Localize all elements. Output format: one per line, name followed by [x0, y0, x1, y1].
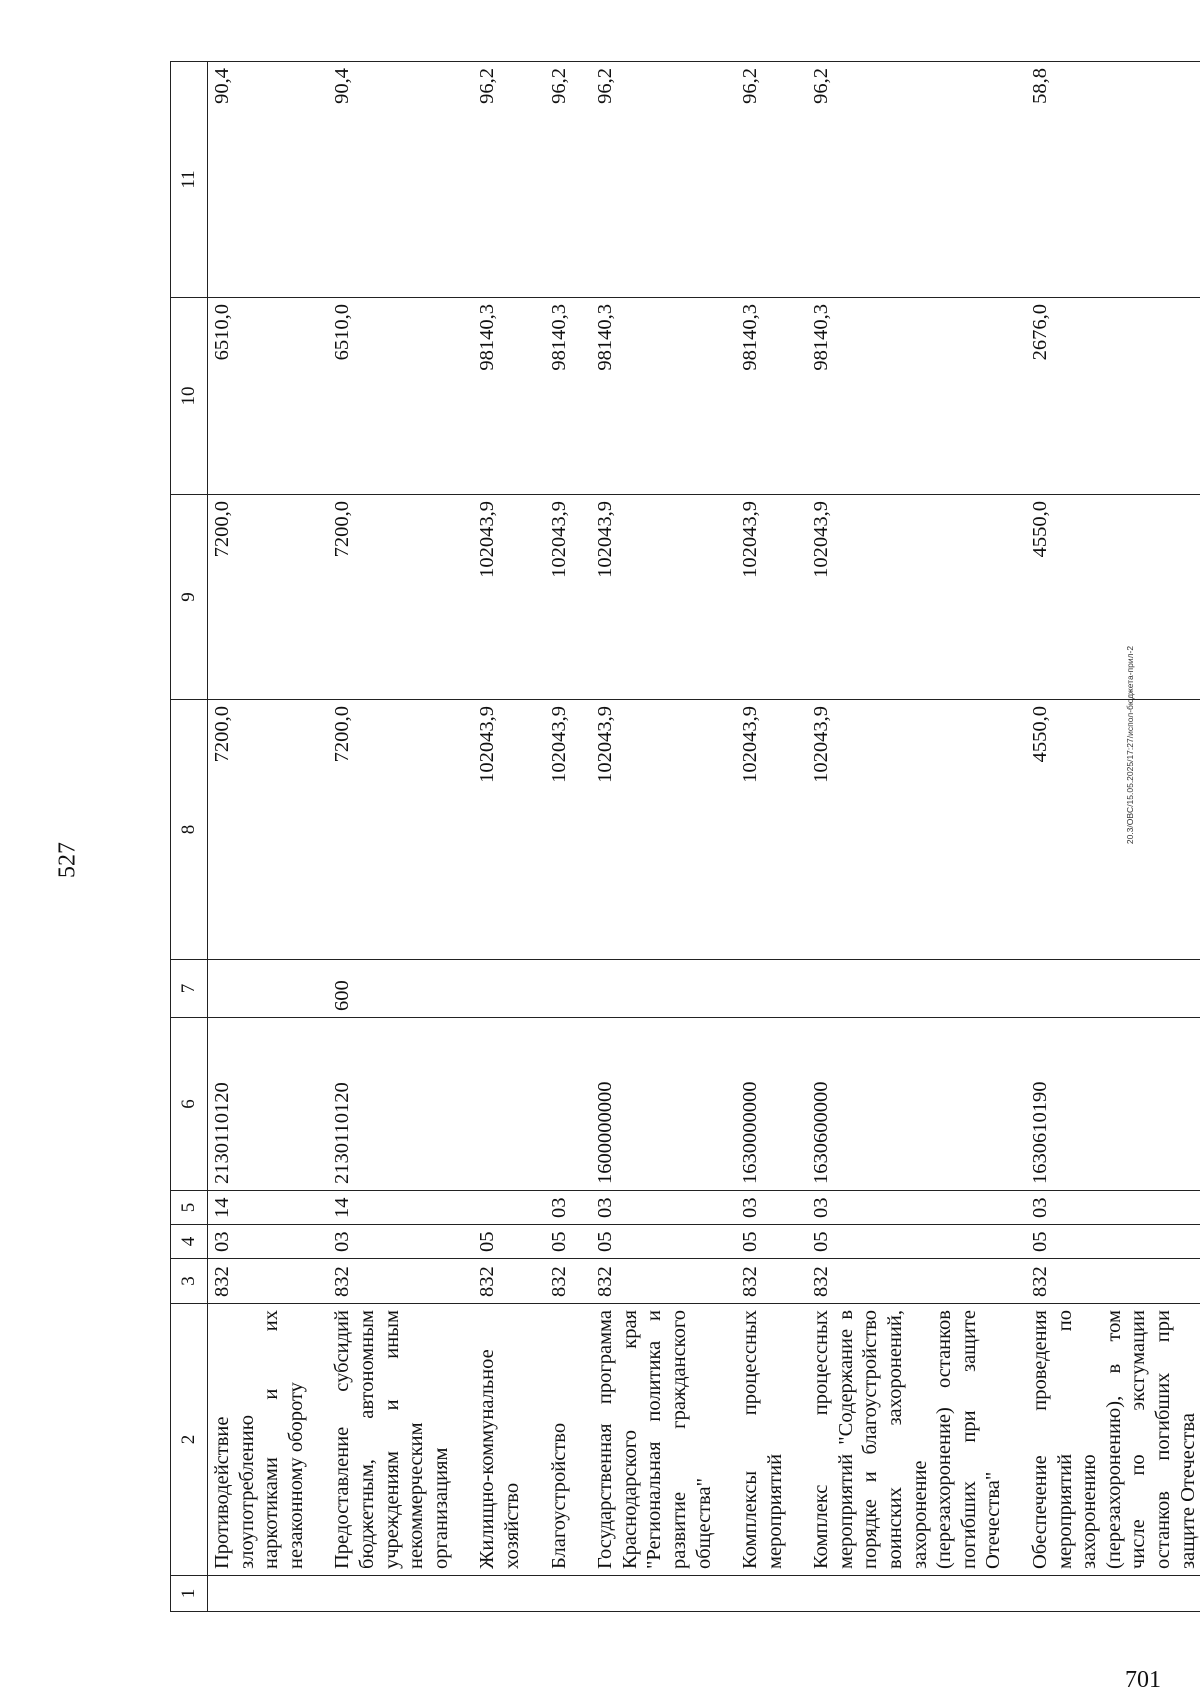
cell-col6: 1630610190 [1026, 1018, 1200, 1191]
cell-col1 [807, 1576, 1026, 1612]
cell-col8: 7200,0 [328, 700, 473, 960]
cell-col4: 05 [545, 1225, 592, 1259]
cell-col5: 03 [591, 1191, 736, 1225]
cell-col5: 14 [208, 1191, 329, 1225]
cell-col7 [208, 960, 329, 1018]
col-header-2: 2 [171, 1304, 208, 1576]
cell-col9: 102043,9 [591, 495, 736, 700]
cell-col6: 1630600000 [807, 1018, 1026, 1191]
cell-col4: 05 [473, 1225, 544, 1259]
col-header-5: 5 [171, 1191, 208, 1225]
cell-col3: 832 [328, 1259, 473, 1304]
cell-col8: 102043,9 [545, 700, 592, 960]
cell-col8: 102043,9 [807, 700, 1026, 960]
cell-col6: 2130110120 [208, 1018, 329, 1191]
cell-col3: 832 [736, 1259, 807, 1304]
row-name: Противодействие злоупотреблению наркотиками и их незаконному обороту [208, 1304, 329, 1576]
cell-col10: 98140,3 [545, 298, 592, 495]
cell-col1 [591, 1576, 736, 1612]
cell-col7 [473, 960, 544, 1018]
cell-col9: 102043,9 [545, 495, 592, 700]
cell-col7 [807, 960, 1026, 1018]
col-header-6: 6 [171, 1018, 208, 1191]
col-header-11: 11 [171, 62, 208, 298]
cell-col7: 600 [328, 960, 473, 1018]
cell-col6 [545, 1018, 592, 1191]
table-row [1026, 62, 1200, 1612]
cell-col10: 98140,3 [807, 298, 1026, 495]
cell-col11: 96,2 [736, 62, 807, 298]
col-header-4: 4 [171, 1225, 208, 1259]
row-name: Государственная программа Краснодарского края "Региональная политика и развитие гражданского общества" [591, 1304, 736, 1576]
col-header-1: 1 [171, 1576, 208, 1612]
cell-col8: 4550,0 [1026, 700, 1200, 960]
page-number: 527 [54, 842, 81, 878]
cell-col8: 102043,9 [473, 700, 544, 960]
row-name: Комплексы процессных мероприятий [736, 1304, 807, 1576]
cell-col1 [736, 1576, 807, 1612]
cell-col5: 03 [807, 1191, 1026, 1225]
cell-col7 [591, 960, 736, 1018]
cell-col11: 90,4 [208, 62, 329, 298]
table-row [473, 62, 544, 1612]
cell-col11: 96,2 [807, 62, 1026, 298]
cell-col9: 4550,0 [1026, 495, 1200, 700]
cell-col10: 6510,0 [328, 298, 473, 495]
cell-col1 [1026, 1576, 1200, 1612]
cell-col3: 832 [208, 1259, 329, 1304]
cell-col7 [545, 960, 592, 1018]
cell-col3: 832 [473, 1259, 544, 1304]
cell-col8: 102043,9 [591, 700, 736, 960]
cell-col11: 96,2 [473, 62, 544, 298]
cell-col10: 98140,3 [736, 298, 807, 495]
cell-col6 [473, 1018, 544, 1191]
cell-col3: 832 [591, 1259, 736, 1304]
cell-col8: 102043,9 [736, 700, 807, 960]
cell-col10: 98140,3 [591, 298, 736, 495]
cell-col9: 7200,0 [208, 495, 329, 700]
cell-col8: 7200,0 [208, 700, 329, 960]
row-name: Жилищно-коммунальное хозяйство [473, 1304, 544, 1576]
cell-col11: 58,8 [1026, 62, 1200, 298]
table-row [591, 62, 736, 1612]
cell-col5: 03 [545, 1191, 592, 1225]
cell-col1 [545, 1576, 592, 1612]
sheet-number: 701 [1125, 1667, 1161, 1693]
table-row [736, 62, 807, 1612]
cell-col6: 1630000000 [736, 1018, 807, 1191]
column-number-row [171, 62, 208, 1612]
budget-table [170, 61, 1200, 1612]
cell-col9: 102043,9 [736, 495, 807, 700]
cell-col9: 102043,9 [473, 495, 544, 700]
cell-col3: 832 [545, 1259, 592, 1304]
cell-col6: 2130110120 [328, 1018, 473, 1191]
col-header-3: 3 [171, 1259, 208, 1304]
table-row [545, 62, 592, 1612]
cell-col4: 05 [1026, 1225, 1200, 1259]
cell-col3: 832 [807, 1259, 1026, 1304]
cell-col5: 03 [736, 1191, 807, 1225]
cell-col1 [473, 1576, 544, 1612]
row-name: Благоустройство [545, 1304, 592, 1576]
cell-col1 [328, 1576, 473, 1612]
col-header-7: 7 [171, 960, 208, 1018]
cell-col4: 05 [591, 1225, 736, 1259]
cell-col11: 90,4 [328, 62, 473, 298]
col-header-8: 8 [171, 700, 208, 960]
row-name: Комплекс процессных мероприятий "Содержание в порядке и благоустройство воинских захоронений, захоронение (перезахоронение) останков погибших при защите Отечества" [807, 1304, 1026, 1576]
cell-col11: 96,2 [545, 62, 592, 298]
table-row [328, 62, 473, 1612]
table-row [807, 62, 1026, 1612]
col-header-9: 9 [171, 495, 208, 700]
row-name: Предоставление субсидий бюджетным, автономным учреждениям и иным некоммерческим организациям [328, 1304, 473, 1576]
cell-col10: 6510,0 [208, 298, 329, 495]
document-footer-code: 20.3/OBC/15.05.2025/17:27/испол-бюджета-прил-2 [1125, 645, 1135, 845]
table-row [208, 62, 329, 1612]
cell-col9: 102043,9 [807, 495, 1026, 700]
col-header-10: 10 [171, 298, 208, 495]
cell-col10: 2676,0 [1026, 298, 1200, 495]
cell-col9: 7200,0 [328, 495, 473, 700]
cell-col6: 1600000000 [591, 1018, 736, 1191]
cell-col4: 03 [328, 1225, 473, 1259]
cell-col4: 05 [736, 1225, 807, 1259]
cell-col4: 05 [807, 1225, 1026, 1259]
cell-col7 [1026, 960, 1200, 1018]
cell-col4: 03 [208, 1225, 329, 1259]
row-name: Обеспечение проведения мероприятий по захоронению (перезахоронению), в том числе по эксгумации останков погибших при защите Отечества [1026, 1304, 1200, 1576]
cell-col10: 98140,3 [473, 298, 544, 495]
cell-col5: 03 [1026, 1191, 1200, 1225]
cell-col3: 832 [1026, 1259, 1200, 1304]
cell-col1 [208, 1576, 329, 1612]
cell-col5: 14 [328, 1191, 473, 1225]
cell-col7 [736, 960, 807, 1018]
cell-col11: 96,2 [591, 62, 736, 298]
cell-col5 [473, 1191, 544, 1225]
